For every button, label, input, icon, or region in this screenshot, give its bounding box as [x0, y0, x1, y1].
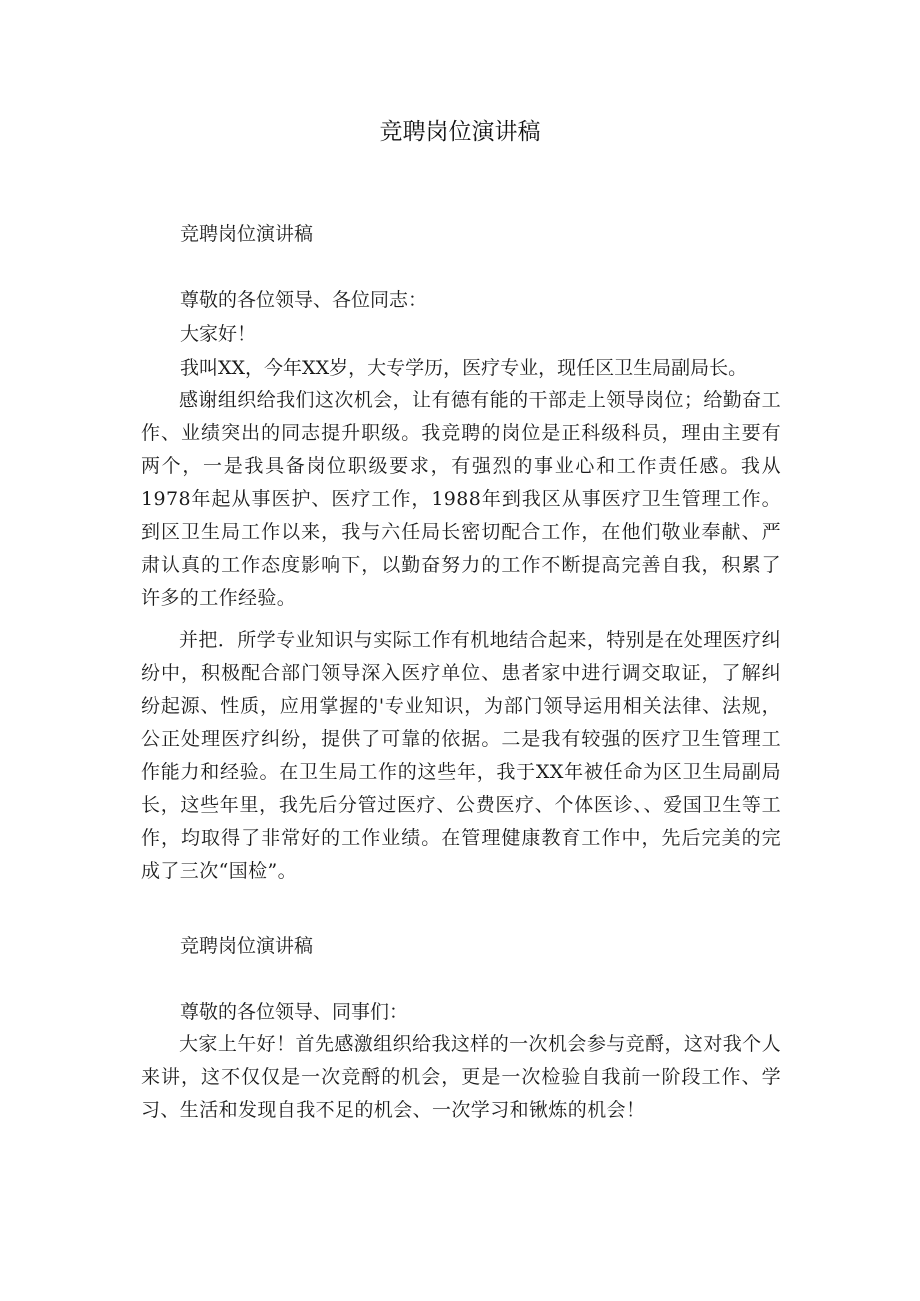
- greeting: 大家好！: [180, 323, 257, 345]
- body-paragraph: 并把．所学专业知识与实际工作有机地结合起来，特别是在处理医疗纠纷中，积极配合部门领导深入医疗单位、患者家中进行调交取证，了解纠纷起源、性质，应用掌握的'专业知识，为部门领导运用相关法律、法规，公正处理医疗纠纷，提供了可靠的依据。二是我有较强的医疗卫生管理工作能力和经验。在卫生局工作的这些年，我于XX年被任命为区卫生局副局长，这些年里，我先后分管过医疗、公费医疗、个体医诊、、爱国卫生等工作，均取得了非常好的工作业绩。在管理健康教育工作中，先后完美的完成了三次“国检”。: [141, 629, 781, 882]
- body-paragraph: 感谢组织给我们这次机会，让有德有能的干部走上领导岗位；给勤奋工作、业绩突出的同志提升职级。我竞聘的岗位是正科级科员，理由主要有两个，一是我具备岗位职级要求，有强烈的事业心和工作责任感。我从1978年起从事医护、医疗工作，1988年到我区从事医疗卫生管理工作。到区卫生局工作以来，我与六任局长密切配合工作，在他们敬业奉献、严肃认真的工作态度影响下，以勤奋努力的工作不断提高完善自我，积累了许多的工作经验。: [141, 389, 781, 609]
- body-paragraph: 大家上午好！首先感激组织给我这样的一次机会参与竞酹，这对我个人来讲，这不仅仅是一次竞酹的机会，更是一次检验自我前一阶段工作、学习、生活和发现自我不足的机会、一次学习和锹炼的机会！: [141, 1033, 781, 1121]
- self-introduction: 我叫XX，今年XX岁，大专学历，医疗专业，现任区卫生局副局长。: [180, 357, 748, 379]
- page-title: 竞聘岗位演讲稿: [379, 119, 541, 145]
- salutation: 尊敬的各位领导、各位同志：: [180, 289, 428, 311]
- section-heading: 竞聘岗位演讲稿: [180, 223, 314, 245]
- salutation: 尊敬的各位领导、同事们：: [180, 1001, 409, 1023]
- section-heading: 竞聘岗位演讲稿: [180, 935, 314, 957]
